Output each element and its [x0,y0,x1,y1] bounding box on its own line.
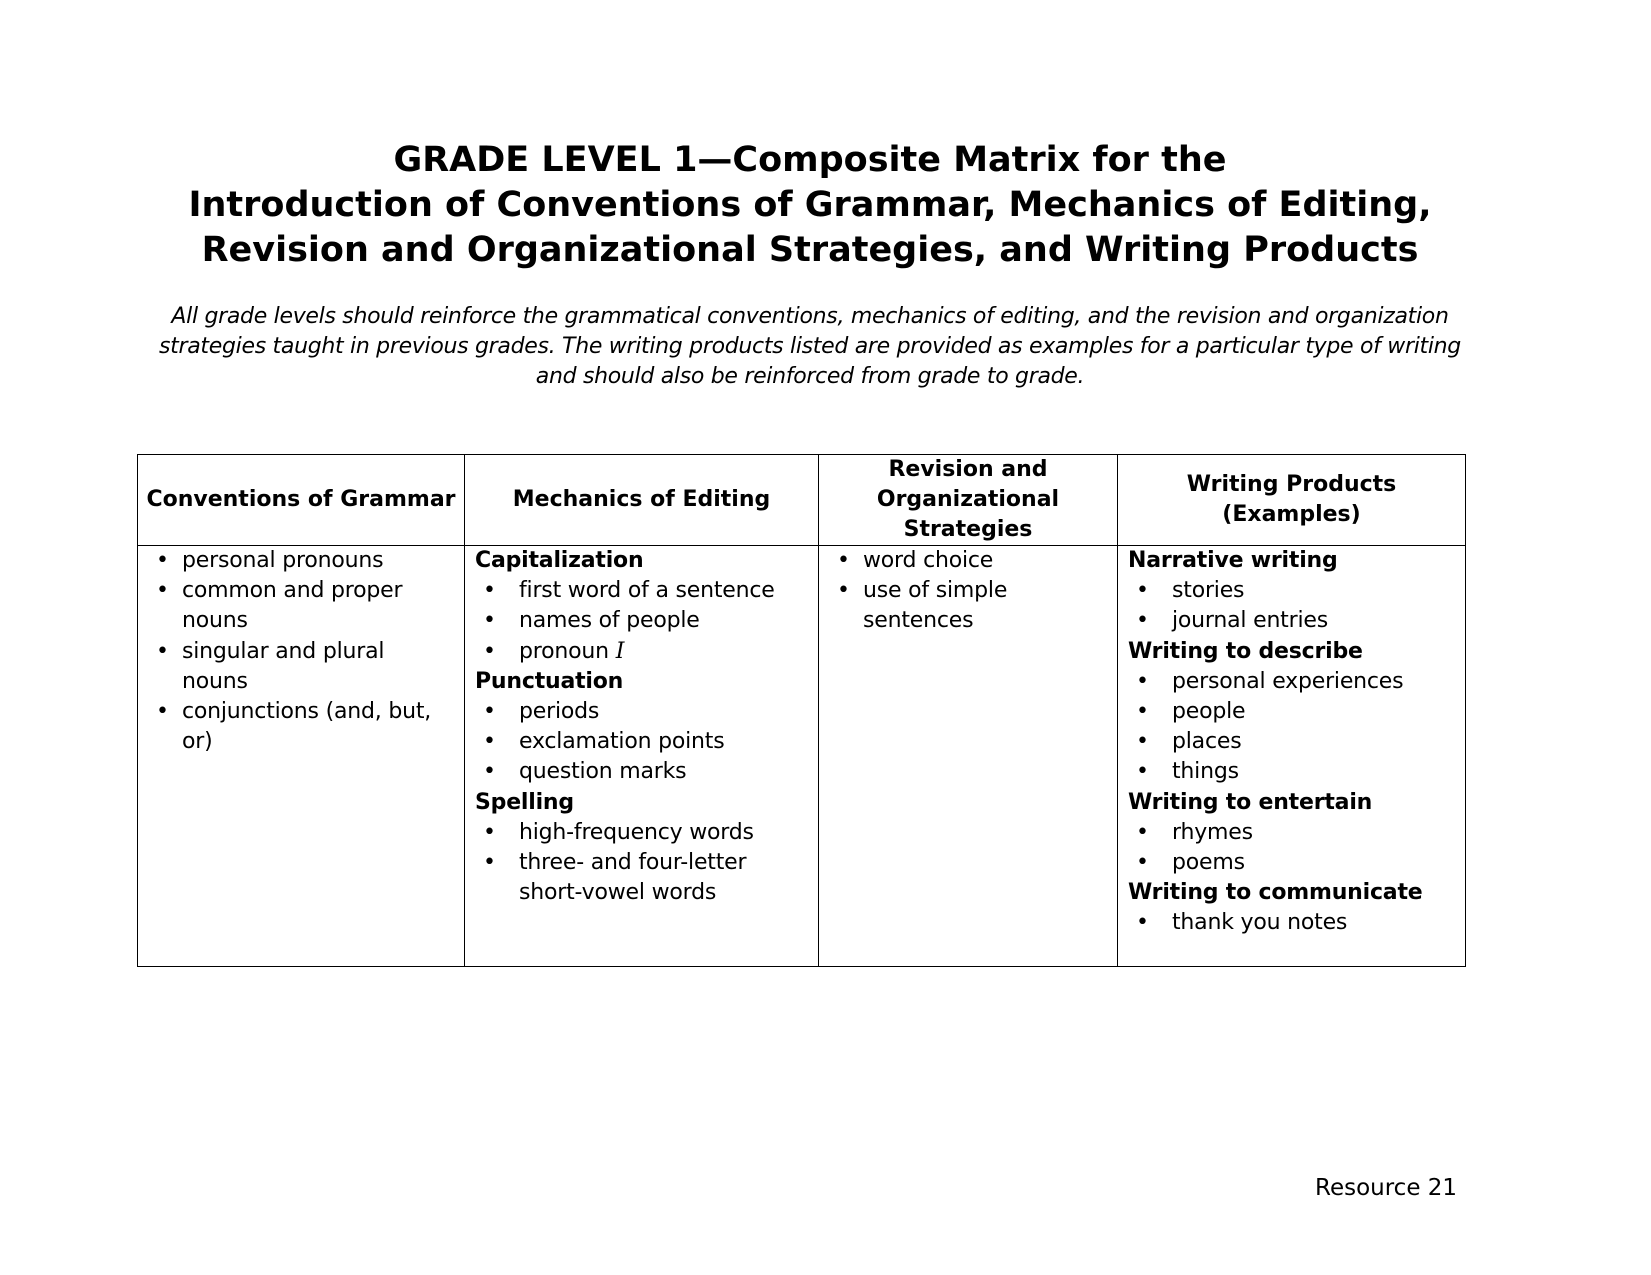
intro-line-2: strategies taught in previous grades. The writing products listed are provided as examples for a particular type of writing [159,334,1461,359]
punctuation-heading: Punctuation [475,668,624,694]
entertain-list [1128,818,1455,878]
products-cell [1118,546,1466,967]
narrative-heading: Narrative writing [1128,548,1338,573]
list-item: • thank you notes [1128,908,1455,938]
pronoun-i: I [615,638,625,664]
describe-list [1128,667,1455,788]
list-item: • word choice [829,546,1107,576]
capitalization-list [475,576,808,667]
list-item: • personal experiences [1128,667,1455,697]
list-item: • question marks [475,757,808,787]
mechanics-cell [465,546,819,967]
header-revision-strategies: Revision and Organizational Strategies [819,455,1118,546]
header-writing-products: Writing Products (Examples) [1118,455,1466,546]
title-line-1: GRADE LEVEL 1—Composite Matrix for the [393,140,1227,180]
content-row [138,546,1466,967]
intro-paragraph [80,302,1540,392]
capitalization-heading: Capitalization [475,548,644,573]
list-item: • names of people [475,606,808,636]
list-item: • exclamation points [475,727,808,757]
communicate-list [1128,908,1455,938]
revision-cell [819,546,1118,967]
composite-matrix-table [137,454,1466,967]
punctuation-list [475,697,808,788]
header-mechanics-of-editing: Mechanics of Editing [465,455,819,546]
grammar-cell [138,546,465,967]
list-item: • first word of a sentence [475,576,808,606]
intro-line-3: and should also be reinforced from grade to grade. [535,364,1085,389]
communicate-heading: Writing to communicate [1128,880,1423,906]
list-item: • people [1128,697,1455,727]
list-item: • common and proper nouns [148,576,454,636]
list-item: • high-frequency words [475,818,808,848]
list-item: • rhymes [1128,818,1455,848]
title-line-3: Revision and Organizational Strategies, and Writing Products [201,230,1419,270]
page-title [0,138,1620,273]
grammar-list [148,546,454,757]
spelling-heading: Spelling [475,789,574,815]
narrative-list [1128,576,1455,636]
list-item: • places [1128,727,1455,757]
page-footer-resource-label: Resource 21 [1315,1175,1458,1201]
title-line-2: Introduction of Conventions of Grammar, Mechanics of Editing, [188,185,1432,225]
list-item: • conjunctions (and, but, or) [148,697,454,757]
list-item: • use of simple sentences [829,576,1107,636]
describe-heading: Writing to describe [1128,638,1363,664]
list-item: • singular and plural nouns [148,637,454,697]
list-item: • things [1128,757,1455,787]
list-item: • poems [1128,848,1455,878]
intro-line-1: All grade levels should reinforce the grammatical conventions, mechanics of editing, and the revision and organization [171,304,1449,329]
list-item: • three- and four-letter short-vowel words [475,848,808,908]
header-conventions-of-grammar: Conventions of Grammar [138,455,465,546]
header-row [138,455,1466,546]
pronoun-label: pronoun [519,638,609,664]
spelling-list [475,818,808,909]
list-item [475,637,808,667]
list-item: • periods [475,697,808,727]
list-item: • stories [1128,576,1455,606]
list-item: • journal entries [1128,606,1455,636]
list-item: • personal pronouns [148,546,454,576]
entertain-heading: Writing to entertain [1128,789,1373,815]
revision-list [829,546,1107,637]
